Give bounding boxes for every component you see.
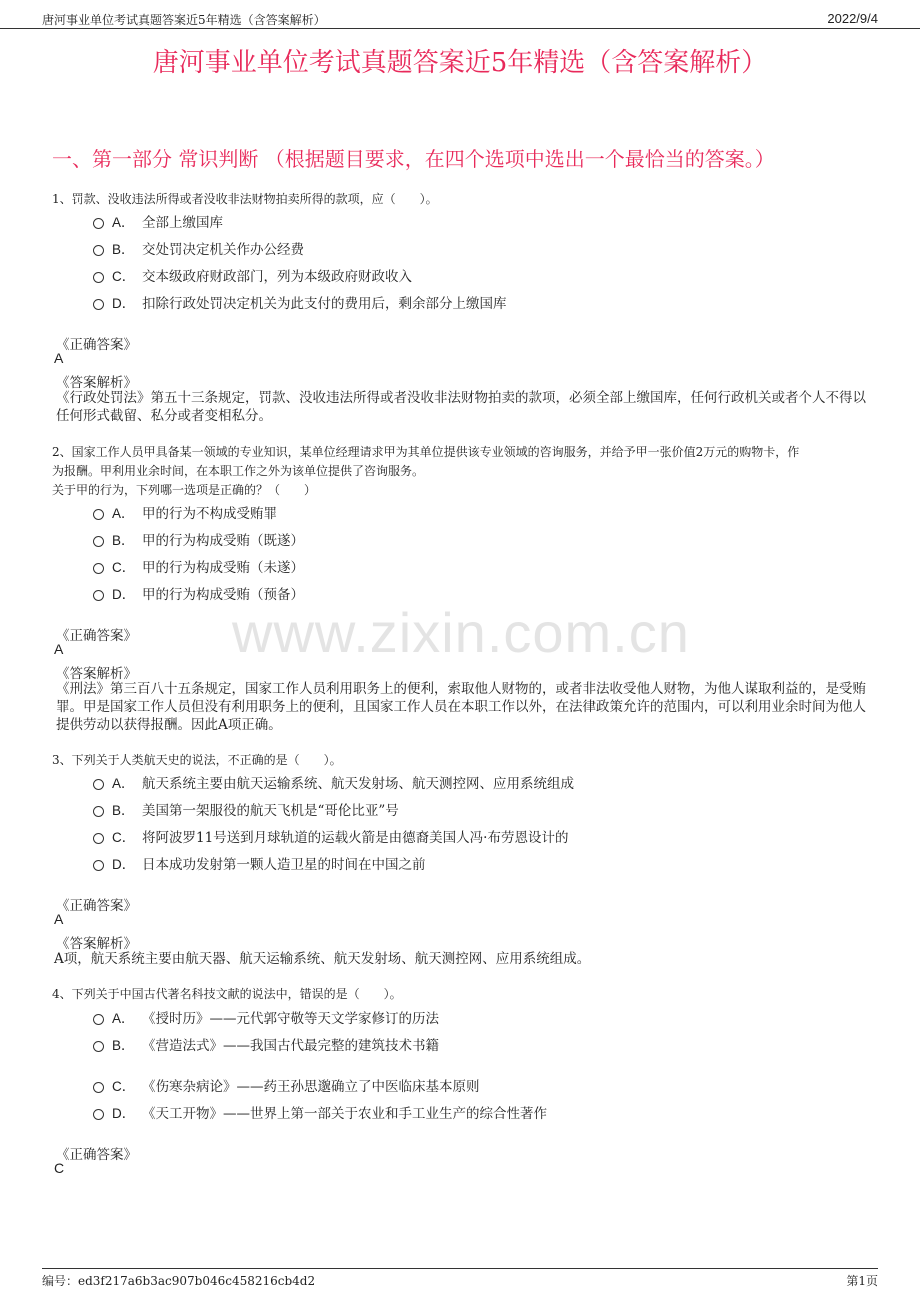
q2-explanation: 《刑法》第三百八十五条规定，国家工作人员利用职务上的便利，索取他人财物的，或者非法收受他人财物，为他人谋取利益的，是受贿罪。甲是国家工作人员但没有利用职务上的便利，且国家工作人员在本职工作以外，在法律政策允许的范围内，可以利用业余时间为他人提供劳动以获得报酬。因此A项正确。 — [56, 681, 866, 733]
radio-icon[interactable] — [93, 833, 104, 844]
page-footer — [42, 1268, 878, 1289]
q3-answer-label: 《正确答案》 — [56, 898, 137, 914]
document-id: 编号：ed3f217a6b3ac907b046c458216cb4d2 — [42, 1274, 316, 1288]
q2-answer: A — [54, 641, 64, 657]
document-title: 唐河事业单位考试真题答案近5年精选（含答案解析） — [152, 48, 768, 78]
q3-answer: A — [54, 911, 64, 927]
question-2-stem-line3: 关于甲的行为，下列哪一选项是正确的？（ ） — [52, 483, 317, 497]
question-4-stem: 4、下列关于中国古代著名科技文献的说法中，错误的是（ ）。 — [52, 987, 402, 1001]
q2-option-a[interactable]: A． 甲的行为不构成受贿罪 — [93, 502, 277, 522]
watermark: www.zixin.com.cn — [232, 601, 690, 664]
radio-icon[interactable] — [93, 1041, 104, 1052]
q3-explain-label: 《答案解析》 — [56, 936, 137, 952]
radio-icon[interactable] — [93, 218, 104, 229]
q1-explain-label: 《答案解析》 — [56, 375, 137, 391]
q3-explanation: A项，航天系统主要由航天器、航天运输系统、航天发射场、航天测控网、应用系统组成。 — [54, 951, 591, 967]
radio-icon[interactable] — [93, 1109, 104, 1120]
radio-icon[interactable] — [93, 1014, 104, 1025]
q1-option-b[interactable]: B． 交处罚决定机关作办公经费 — [93, 238, 304, 258]
radio-icon[interactable] — [93, 272, 104, 283]
radio-icon[interactable] — [93, 1082, 104, 1093]
q2-explain-label: 《答案解析》 — [56, 666, 137, 682]
q4-answer: C — [54, 1160, 65, 1176]
q1-explanation: 《行政处罚法》第五十三条规定，罚款、没收违法所得或者没收非法财物拍卖的款项，必须全部上缴国库，任何行政机关或者个人不得以任何形式截留、私分或者变相私分。 — [56, 390, 866, 424]
question-3-stem: 3、下列关于人类航天史的说法，不正确的是（ ）。 — [52, 753, 342, 767]
radio-icon[interactable] — [93, 245, 104, 256]
q3-option-b[interactable]: B． 美国第一架服役的航天飞机是“哥伦比亚”号 — [93, 799, 399, 819]
radio-icon[interactable] — [93, 563, 104, 574]
q1-answer: A — [54, 350, 64, 366]
q2-option-c[interactable]: C． 甲的行为构成受贿（未遂） — [93, 556, 304, 576]
question-2-stem-line2: 为报酬。甲利用业余时间，在本职工作之外为该单位提供了咨询服务。 — [52, 464, 425, 478]
page-header — [0, 0, 920, 29]
radio-icon[interactable] — [93, 806, 104, 817]
section-title: 一、第一部分 常识判断 （根据题目要求，在四个选项中选出一个最恰当的答案。） — [52, 147, 775, 171]
question-2-stem-line1: 2、国家工作人员甲具备某一领域的专业知识，某单位经理请求甲为其单位提供该专业领域的咨询服务，并给予甲一张价值2万元的购物卡，作 — [52, 445, 800, 459]
q1-option-c[interactable]: C． 交本级政府财政部门，列为本级政府财政收入 — [93, 265, 412, 285]
q4-option-d[interactable]: D． 《天工开物》——世界上第一部关于农业和手工业生产的综合性著作 — [93, 1102, 547, 1122]
q1-option-a[interactable]: A． 全部上缴国库 — [93, 211, 223, 231]
q4-option-a[interactable]: A． 《授时历》——元代郭守敬等天文学家修订的历法 — [93, 1007, 439, 1027]
q1-option-d[interactable]: D． 扣除行政处罚决定机关为此支付的费用后，剩余部分上缴国库 — [93, 292, 507, 312]
page-number: 第1页 — [846, 1274, 878, 1288]
radio-icon[interactable] — [93, 299, 104, 310]
question-1-stem: 1、罚款、没收违法所得或者没收非法财物拍卖所得的款项，应（ ）。 — [52, 192, 438, 206]
radio-icon[interactable] — [93, 860, 104, 871]
radio-icon[interactable] — [93, 590, 104, 601]
q3-option-a[interactable]: A． 航天系统主要由航天运输系统、航天发射场、航天测控网、应用系统组成 — [93, 772, 574, 792]
q3-option-d[interactable]: D． 日本成功发射第一颗人造卫星的时间在中国之前 — [93, 853, 426, 873]
q4-answer-label: 《正确答案》 — [56, 1147, 137, 1163]
q3-option-c[interactable]: C． 将阿波罗11号送到月球轨道的运载火箭是由德裔美国人冯·布劳恩设计的 — [93, 826, 568, 846]
header-date: 2022/9/4 — [827, 11, 878, 26]
header-title: 唐河事业单位考试真题答案近5年精选（含答案解析） — [42, 13, 326, 27]
q2-option-d[interactable]: D． 甲的行为构成受贿（预备） — [93, 583, 304, 603]
q4-option-b[interactable]: B． 《营造法式》——我国古代最完整的建筑技术书籍 — [93, 1034, 439, 1054]
q1-answer-label: 《正确答案》 — [56, 337, 137, 353]
radio-icon[interactable] — [93, 536, 104, 547]
radio-icon[interactable] — [93, 509, 104, 520]
q2-answer-label: 《正确答案》 — [56, 628, 137, 644]
q4-option-c[interactable]: C． 《伤寒杂病论》——药王孙思邈确立了中医临床基本原则 — [93, 1075, 480, 1095]
radio-icon[interactable] — [93, 779, 104, 790]
q2-option-b[interactable]: B． 甲的行为构成受贿（既遂） — [93, 529, 304, 549]
